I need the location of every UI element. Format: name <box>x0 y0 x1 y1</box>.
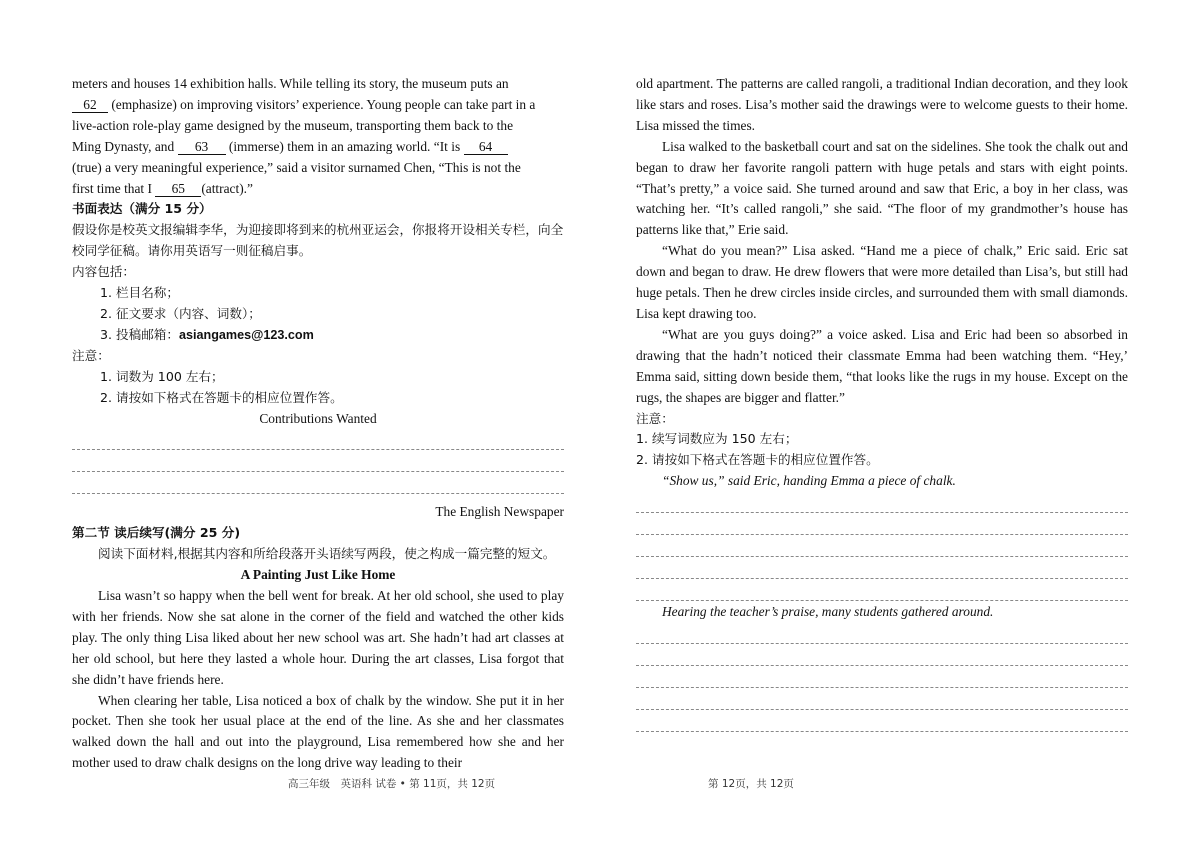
answer-line[interactable] <box>636 711 1128 732</box>
passage-text: Ming Dynasty, and <box>72 138 178 154</box>
answer-line[interactable] <box>636 689 1128 710</box>
answer-line[interactable] <box>636 558 1128 579</box>
content-item: 2. 征文要求（内容、词数）； <box>100 305 261 321</box>
right-column <box>636 74 1128 733</box>
email-address: asiangames@123.com <box>179 327 314 342</box>
answer-line[interactable] <box>636 667 1128 688</box>
newspaper-signature: The English Newspaper <box>435 504 564 520</box>
answer-line[interactable] <box>72 429 564 450</box>
writing-prompt: 假设你是校英文报编辑李华，为迎接即将到来的杭州亚运会，你报将开设相关专栏，向全校同学征稿。请你用英语写一则征稿启事。 <box>72 222 564 259</box>
story-paragraph: When clearing her table, Lisa noticed a box of chalk by the window. She put it in her pocket. Then she took her usual place at the end of the line. As she and her classmates walked down the hall and out into the playground, Lisa remembered how she and her mother used to draw chalk designs on the long drive way leading to their <box>72 692 564 771</box>
passage-text: live-action role-play game designed by the museum, transporting them back to the <box>72 117 514 133</box>
blank-63[interactable]: 63 <box>178 140 226 155</box>
section2-prompt: 阅读下面材料,根据其内容和所给段落开头语续写两段，使之构成一篇完整的短文。 <box>98 546 556 562</box>
continuation-opening-2: Hearing the teacher’s praise, many students gathered around. <box>662 604 994 620</box>
answer-line[interactable] <box>636 492 1128 513</box>
section2-title: 第二节 读后续写(满分 25 分) <box>72 525 241 541</box>
blank-65[interactable]: 65 <box>155 182 201 197</box>
note-item: 1. 词数为 100 左右； <box>100 368 224 384</box>
content-item: 3. 投稿邮箱：asiangames@123.com <box>100 326 314 342</box>
writing-section-title: 书面表达（满分 15 分） <box>72 201 212 217</box>
passage-text: meters and houses 14 exhibition halls. While telling its story, the museum puts an <box>72 76 509 91</box>
answer-line[interactable] <box>636 623 1128 644</box>
blank-62[interactable]: 62 <box>72 98 108 113</box>
answer-line[interactable] <box>636 645 1128 666</box>
left-column <box>72 74 564 774</box>
passage-text: (emphasize) on improving visitors’ experience. Young people can take part in a <box>108 96 536 112</box>
passage-text: (immerse) them in an amazing world. “It is <box>225 138 464 154</box>
page-footer-right: 第 12页，共 12页 <box>708 778 794 790</box>
note-item: 1. 续写词数应为 150 左右； <box>636 431 798 447</box>
story-title: A Painting Just Like Home <box>240 567 396 583</box>
answer-line[interactable] <box>636 580 1128 601</box>
answer-line[interactable] <box>72 473 564 494</box>
blank-64[interactable]: 64 <box>464 140 508 155</box>
answer-line[interactable] <box>72 451 564 472</box>
passage-text: (true) a very meaningful experience,” said a visitor surnamed Chen, “This is not the <box>72 159 521 175</box>
story-paragraph: “What do you mean?” Lisa asked. “Hand me a piece of chalk,” Eric said. Eric sat down and began to draw. He drew flowers that were more detailed than Lisa’s, but still had huge petals. Then he drew circles inside circles, and surrounded them with small diamonds. Lisa kept drawing too. <box>636 243 1128 321</box>
note-item: 2. 请按如下格式在答题卡的相应位置作答。 <box>100 389 343 405</box>
content-label: 内容包括： <box>72 264 135 280</box>
story-paragraph: “What are you guys doing?” a voice asked. Lisa and Eric had been so absorbed in drawing that the hadn’t noticed their classmate Emma had been watching them. “Hey,’ Emma said, sitting down beside them, “that looks like the rugs in my house. Except on the rugs, the shapes are bigger and flatter.” <box>636 326 1128 405</box>
contributions-heading: Contributions Wanted <box>259 410 377 426</box>
note-label: 注意： <box>72 347 110 363</box>
story-paragraph: old apartment. The patterns are called rangoli, a traditional Indian decoration, and they look like stars and roses. Lisa’s mother said the drawings were to welcome guests to their home. Lisa missed the times. <box>636 76 1128 133</box>
answer-line[interactable] <box>636 536 1128 557</box>
passage-text: (attract).” <box>201 180 253 196</box>
content-item: 1. 栏目名称； <box>100 285 179 301</box>
story-paragraph: Lisa walked to the basketball court and sat on the sidelines. She took the chalk out and began to draw her favorite rangoli pattern with huge petals and stars with eight points. “That’s pretty,” a voice said. She turned around and saw that Eric, a boy in her class, was watching her. “It’s called rangoli,” she said. “The floor of my grandmother’s house has patterns like that,” Erie said. <box>636 138 1128 238</box>
note-item: 2. 请按如下格式在答题卡的相应位置作答。 <box>636 452 879 468</box>
story-paragraph: Lisa wasn’t so happy when the bell went for break. At her old school, she used to play with her friends. Now she sat alone in the corner of the field and watched the other kids play. The only thing Lisa liked about her new school was art. She hadn’t had art classes at her old school, but here they lasted a whole hour. During the art classes, Lisa forgot that she didn’t have friends here. <box>72 588 564 687</box>
passage-text: first time that I <box>72 180 156 196</box>
passage-paragraph <box>72 74 564 199</box>
continuation-opening-1: “Show us,” said Eric, handing Emma a piece of chalk. <box>662 473 956 489</box>
note-label: 注意： <box>636 410 674 426</box>
page-footer-left: 高三年级 英语科 试卷 • 第 11页，共 12页 <box>288 778 496 790</box>
answer-line[interactable] <box>636 514 1128 535</box>
